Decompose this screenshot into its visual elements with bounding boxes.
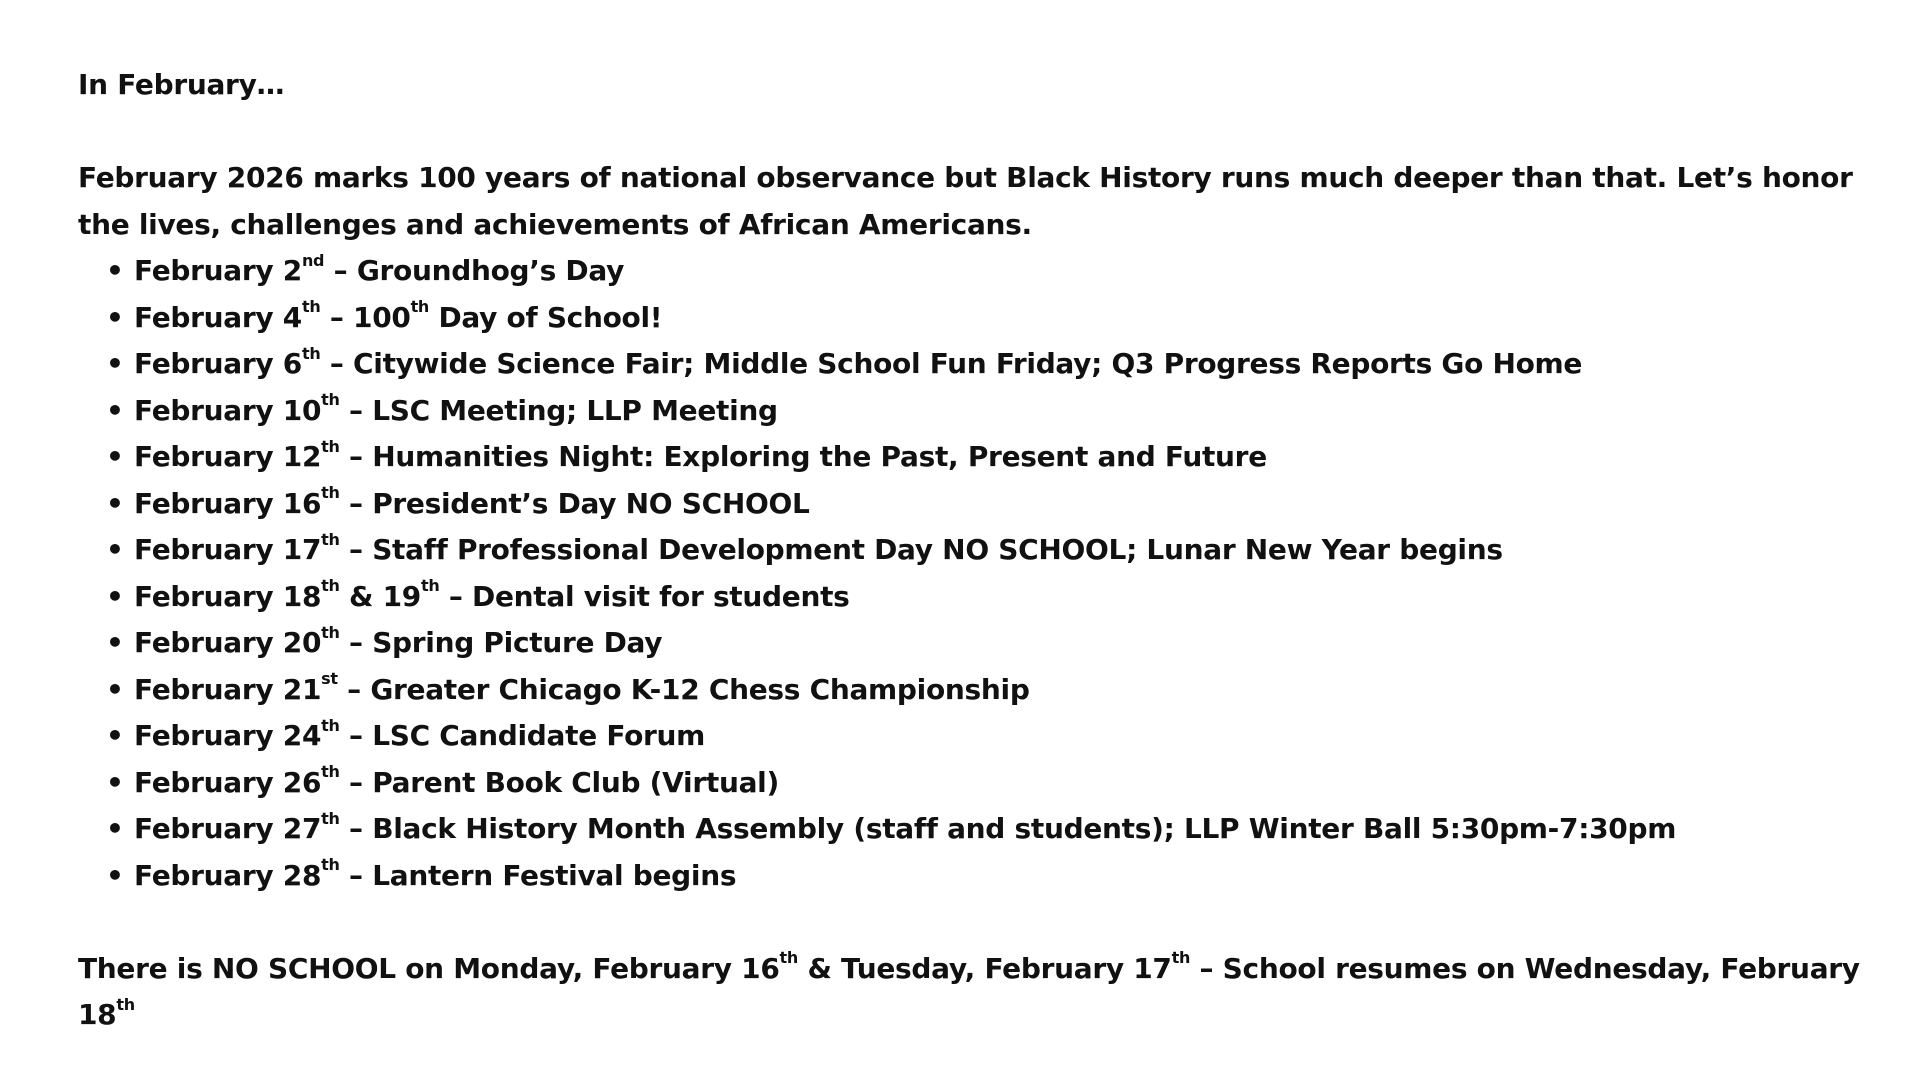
ordinal-suffix: th [301,297,321,317]
text-run: February 10 [134,393,322,427]
event-item [106,248,1868,295]
text-run: February 27 [134,812,322,845]
text-run: – Groundhog’s Day [324,254,625,287]
event-item [106,434,1868,481]
ordinal-suffix: th [321,390,340,410]
event-item [106,667,1868,714]
bullet-icon: • [106,579,124,613]
event-item [106,388,1868,435]
text-run: – Dental visit for students [439,579,850,613]
text-run: February 21 [134,672,322,706]
bullet-icon: • [106,858,124,892]
text-run: – LSC Meeting; LLP Meeting [339,393,778,427]
blank-line [78,109,1868,156]
text-run: February 24 [134,719,322,752]
intro-paragraph: February 2026 marks 100 years of national observance but Black History runs much deeper than that. Let’s honor the lives, challenges and achievements of African Americans. [78,161,1853,241]
heading: In February… [78,68,285,101]
event-item [106,806,1868,853]
ordinal-suffix: th [321,622,340,642]
text-run: & 19 [339,579,421,613]
bullet-icon: • [106,533,124,566]
bullet-icon: • [106,486,124,520]
text-run: – Citywide Science Fair; Middle School Fun Friday; Q3 Progress Reports Go Home [320,347,1583,380]
ordinal-suffix: th [321,576,340,596]
ordinal-suffix: th [321,762,340,782]
bullet-icon: • [106,626,124,659]
text-run: February 20 [134,626,322,659]
ordinal-suffix: th [321,715,340,735]
text-run: Day of School! [429,300,663,334]
ordinal-suffix: th [321,436,340,456]
text-run: – Lantern Festival begins [339,858,737,892]
event-item [106,481,1868,528]
ordinal-suffix: th [321,808,340,828]
text-run: February 17 [134,533,322,566]
text-run: – Humanities Night: Exploring the Past, Present and Future [339,440,1267,473]
text-run: There is NO SCHOOL on Monday, February 16 [78,951,780,985]
event-item [106,527,1868,574]
ordinal-suffix: th [779,948,798,968]
text-run: – President’s Day NO SCHOOL [339,486,810,520]
bullet-icon: • [106,672,124,706]
ordinal-suffix: th [301,343,321,363]
blank-line [78,899,1868,946]
bullet-icon: • [106,812,124,845]
text-run: February 28 [134,858,322,892]
text-run: February 2 [134,254,302,287]
ordinal-suffix: th [321,483,340,503]
text-run: February 18 [134,579,322,613]
text-run: – School resumes on Wednesday, February 18 [78,951,1860,1031]
text-run: – Staff Professional Development Day NO SCHOOL; Lunar New Year begins [339,533,1503,566]
event-item [106,574,1868,621]
ordinal-suffix: th [116,994,135,1014]
no-school-notice [78,946,1868,1039]
bullet-icon: • [106,440,124,473]
ordinal-suffix: th [1171,948,1191,968]
text-run: February 12 [134,440,322,473]
bullet-icon: • [106,719,124,752]
text-run: – 100 [320,300,411,334]
ordinal-suffix: th [321,855,340,875]
ordinal-suffix: nd [301,250,325,270]
bullet-icon: • [106,300,124,334]
events-list [78,248,1868,899]
bullet-icon: • [106,347,124,380]
event-item [106,620,1868,667]
bullet-icon: • [106,254,124,287]
event-item [106,853,1868,900]
text-run: – LSC Candidate Forum [339,719,706,752]
ordinal-suffix: th [321,529,340,549]
bullet-icon: • [106,393,124,427]
event-item [106,713,1868,760]
text-run: February 6 [134,347,302,380]
text-run: February 4 [134,300,302,334]
text-run: – Spring Picture Day [339,626,663,659]
text-run: – Black History Month Assembly (staff and students); LLP Winter Ball 5:30pm-7:30pm [339,812,1677,845]
event-item [106,760,1868,807]
event-item [106,341,1868,388]
text-run: – Greater Chicago K-12 Chess Championship [337,672,1030,706]
document-body [78,62,1868,1039]
ordinal-suffix: th [420,576,440,596]
event-item [106,295,1868,342]
bullet-icon: • [106,765,124,799]
ordinal-suffix: st [321,669,338,689]
text-run: & Tuesday, February 17 [798,951,1172,985]
text-run: February 26 [134,765,322,799]
ordinal-suffix: th [410,297,430,317]
text-run: – Parent Book Club (Virtual) [339,765,779,799]
text-run: February 16 [134,486,322,520]
